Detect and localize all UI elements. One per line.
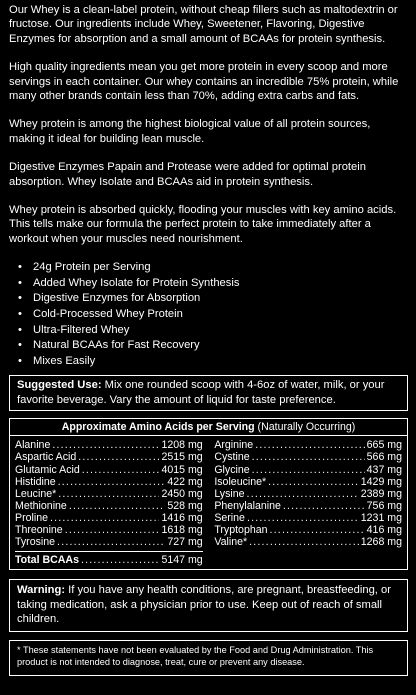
amino-row: [214, 451, 402, 463]
dot-leader: [283, 500, 365, 512]
amino-row: [15, 488, 203, 500]
amino-name: Threonine: [15, 524, 63, 536]
feature-label: Cold-Processed Whey Protein: [33, 308, 183, 321]
dot-leader: [57, 536, 165, 548]
amino-columns: [15, 439, 402, 548]
amino-value: 4015 mg: [161, 463, 203, 476]
description-paragraph: High quality ingredients mean you get more protein in every scoop and more servings in each container. Our whey contains an incredible 75% protein, while many other brands contain less than 70%, adding extra carbs and fats.: [9, 61, 399, 103]
bullet-icon: •: [18, 339, 22, 352]
suggested-use-label: Suggested Use:: [17, 379, 102, 392]
amino-row: [214, 439, 402, 451]
feature-item: [17, 338, 408, 354]
amino-name: Glycine: [214, 463, 250, 476]
feature-item: [17, 291, 408, 307]
dot-leader: [268, 476, 359, 488]
amino-row: [214, 488, 402, 500]
amino-title-bold: Approximate Amino Acids per Serving: [61, 421, 255, 434]
dot-leader: [65, 524, 160, 536]
dot-leader: [270, 524, 365, 536]
amino-value: 566 mg: [366, 451, 402, 464]
dot-leader: [78, 451, 159, 463]
suggested-use-text: Mix one rounded scoop with 4-6oz of water, milk, or your favorite beverage. Vary the amount of liquid for taste preference.: [17, 379, 385, 406]
amino-value: 528 mg: [167, 499, 203, 512]
dot-leader: [81, 554, 159, 566]
feature-label: Digestive Enzymes for Absorption: [33, 292, 201, 305]
amino-value: 1268 mg: [360, 536, 402, 549]
amino-value: 5147 mg: [161, 554, 203, 567]
warning-box: [9, 579, 408, 631]
feature-label: Natural BCAAs for Fast Recovery: [33, 339, 200, 352]
dot-leader: [255, 439, 364, 451]
amino-value: 416 mg: [366, 524, 402, 536]
bullet-icon: •: [18, 354, 22, 367]
amino-row: [214, 464, 402, 476]
amino-row: [15, 439, 203, 451]
amino-name: Serine: [214, 511, 245, 524]
amino-name: Alanine: [15, 439, 51, 452]
dot-leader: [249, 536, 359, 548]
amino-name: Histidine: [15, 475, 56, 488]
fda-disclaimer-box: [9, 640, 408, 677]
amino-name: Aspartic Acid: [15, 451, 77, 464]
amino-row: [15, 536, 203, 548]
amino-name: Tyrosine: [15, 536, 56, 549]
dot-leader: [50, 512, 159, 524]
dot-leader: [58, 476, 166, 488]
total-bcaas-row: [15, 551, 203, 566]
amino-row: [214, 500, 402, 512]
feature-item: [17, 260, 408, 276]
amino-value: 1231 mg: [360, 511, 402, 524]
feature-item: [17, 276, 408, 292]
amino-name: Cystine: [214, 451, 250, 464]
amino-column-left: [15, 439, 203, 548]
dot-leader: [252, 464, 365, 476]
amino-value: 422 mg: [167, 475, 203, 488]
amino-table-title: [10, 420, 407, 436]
feature-label: Added Whey Isolate for Protein Synthesis: [33, 276, 240, 289]
amino-row: [15, 500, 203, 512]
amino-value: 2389 mg: [360, 487, 402, 500]
dot-leader: [58, 488, 159, 500]
feature-label: Ultra-Filtered Whey: [33, 323, 130, 336]
feature-label: 24g Protein per Serving: [33, 261, 151, 274]
description-paragraph: Whey protein is absorbed quickly, flooding your muscles with key amino acids. This tells make our formula the perfect protein to take immediately after a workout when your muscles need nourishment.: [9, 204, 397, 245]
amino-row: [15, 451, 203, 463]
bullet-icon: •: [18, 276, 22, 289]
amino-title-note: (Naturally Occurring): [254, 421, 356, 434]
dot-leader: [52, 439, 159, 451]
amino-value: 1429 mg: [360, 475, 402, 488]
dot-leader: [252, 451, 365, 463]
dot-leader: [69, 500, 166, 512]
amino-value: 665 mg: [366, 439, 402, 452]
bullet-icon: •: [18, 261, 22, 274]
amino-value: 756 mg: [366, 499, 402, 512]
amino-row: [15, 464, 203, 476]
amino-acid-table: [9, 418, 408, 570]
fda-disclaimer-text: * These statements have not been evaluated by the Food and Drug Administration. This product is not intended to diagnose, treat, cure or prevent any disease.: [17, 644, 374, 668]
amino-value: 2515 mg: [161, 451, 203, 464]
amino-name: Total BCAAs: [15, 554, 79, 567]
amino-row: [214, 524, 402, 536]
amino-value: 1618 mg: [161, 524, 203, 536]
amino-value: 727 mg: [167, 536, 203, 549]
bullet-icon: •: [18, 308, 22, 321]
amino-name: Proline: [15, 511, 48, 524]
amino-name: Valine*: [214, 536, 248, 549]
amino-row: [15, 476, 203, 488]
amino-row: [214, 512, 402, 524]
amino-row: [214, 536, 402, 548]
bullet-icon: •: [18, 292, 22, 305]
bullet-icon: •: [18, 323, 22, 336]
amino-row: [15, 524, 203, 536]
amino-name: Isoleucine*: [214, 475, 267, 488]
amino-name: Arginine: [214, 439, 254, 452]
amino-value: 1416 mg: [161, 511, 203, 524]
amino-name: Leucine*: [15, 487, 57, 500]
amino-name: Tryptophan: [214, 524, 268, 536]
warning-text: If you have any health conditions, are pregnant, breastfeeding, or taking medication, ask a physician prior to use. Keep out of reach of small children.: [17, 584, 391, 626]
amino-value: 437 mg: [366, 463, 402, 476]
amino-row: [15, 512, 203, 524]
dot-leader: [247, 512, 359, 524]
dot-leader: [247, 488, 359, 500]
suggested-use-box: [9, 375, 408, 411]
amino-column-right: [214, 439, 402, 548]
amino-value: 2450 mg: [161, 487, 203, 500]
description-paragraph: Digestive Enzymes Papain and Protease were added for optimal protein absorption. Whey Isolate and BCAAs aid in protein synthesis.: [9, 161, 366, 188]
warning-label: Warning:: [17, 584, 66, 597]
feature-list: [9, 260, 408, 369]
amino-name: Glutamic Acid: [15, 463, 80, 476]
amino-row: [214, 476, 402, 488]
description-paragraph: Whey protein is among the highest biological value of all protein sources, making it ideal for building lean muscle.: [9, 118, 371, 145]
amino-name: Methionine: [15, 499, 67, 512]
amino-value: 1208 mg: [161, 439, 203, 452]
amino-name: Phenylalanine: [214, 499, 281, 512]
dot-leader: [82, 464, 160, 476]
description-paragraph: Our Whey is a clean-label protein, without cheap fillers such as maltodextrin or fructose. Our ingredients include Whey, Sweetener, Flavoring, Digestive Enzymes for absorption and a small amount of BCAAs for protein synthesis.: [9, 4, 398, 45]
feature-item: [17, 354, 408, 370]
feature-item: [17, 323, 408, 339]
product-info: [0, 3, 416, 676]
feature-label: Mixes Easily: [33, 354, 96, 367]
feature-item: [17, 307, 408, 323]
amino-name: Lysine: [214, 487, 245, 500]
